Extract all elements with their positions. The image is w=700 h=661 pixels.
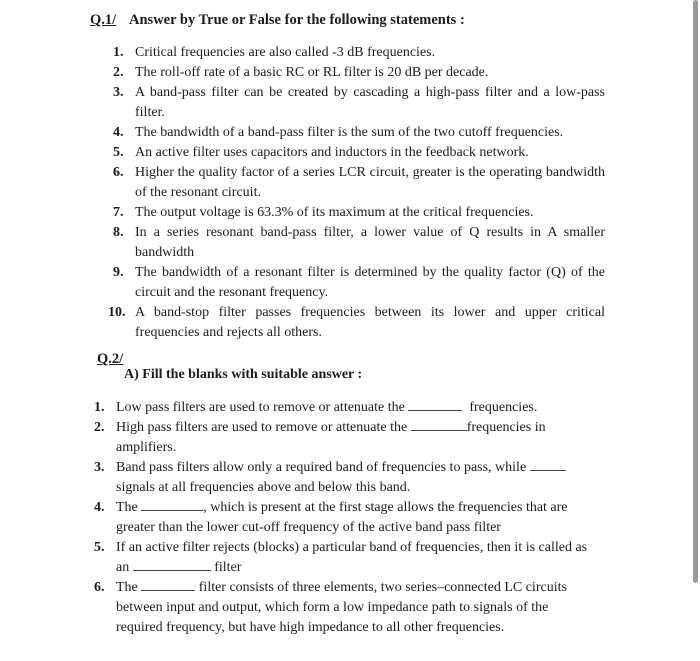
sentence-part: signals at all frequencies above and below this band.: [116, 480, 411, 495]
sentence-part: , which is present at the first stage allows the frequencies that are greater than the lower cut-off frequency of the active band pass filter: [116, 500, 568, 535]
sentence-part: Band pass filters allow only a required band of frequencies to pass, while: [116, 460, 527, 475]
statement-text: The output voltage is 63.3% of its maximum at the critical frequencies.: [135, 205, 534, 220]
item-number: 4.: [94, 500, 105, 515]
list-item: [94, 458, 596, 498]
item-number: 5.: [113, 145, 124, 160]
sentence-part: frequencies in amplifiers.: [116, 420, 546, 455]
q1-number: Q.1/: [90, 12, 117, 28]
sentence-part: High pass filters are used to remove or attenuate the: [116, 420, 408, 435]
sentence-part: Low pass filters are used to remove or attenuate the: [116, 400, 405, 415]
list-item: [113, 63, 605, 83]
list-item: [113, 143, 605, 163]
item-number: 8.: [113, 225, 124, 240]
sentence-part: If an active filter rejects (blocks) a particular band of frequencies, then it is called as an: [116, 540, 588, 575]
item-number: 2.: [94, 420, 105, 435]
answer-blank: [530, 458, 566, 471]
q1-statement-list: [108, 43, 605, 343]
list-item: [108, 303, 605, 343]
statement-text: An active filter uses capacitors and inductors in the feedback network.: [135, 145, 529, 160]
sentence-part: The: [116, 500, 138, 515]
statement-text: A band-stop filter passes frequencies between its lower and upper critical frequencies and rejects all others.: [135, 305, 605, 340]
item-number: 3.: [94, 460, 105, 475]
item-number: 2.: [113, 65, 124, 80]
item-number: 9.: [113, 265, 124, 280]
sentence-part: frequencies.: [469, 400, 538, 415]
statement-text: The bandwidth of a resonant filter is determined by the quality factor (Q) of the circuit and the resonant frequency.: [135, 265, 605, 300]
answer-blank: [133, 558, 211, 571]
item-number: 6.: [113, 165, 124, 180]
scrollbar[interactable]: [693, 0, 698, 583]
sentence-part: filter consists of three elements, two series–connected LC circuits between input and output, which form a low impedance path to signals of the required frequency, but have high impedance to all other frequencies.: [116, 580, 567, 635]
statement-text: Critical frequencies are also called -3 dB frequencies.: [135, 45, 436, 60]
answer-blank: [411, 418, 467, 431]
list-item: [94, 398, 596, 418]
list-item: [94, 498, 596, 538]
item-number: 1.: [94, 400, 105, 415]
statement-text: In a series resonant band-pass filter, a lower value of Q results in A smaller bandwidth: [135, 225, 605, 260]
statement-text: Higher the quality factor of a series LCR circuit, greater is the operating bandwidth of the resonant circuit.: [135, 165, 605, 200]
list-item: [94, 418, 596, 458]
item-number: 3.: [113, 85, 124, 100]
statement-text: The roll-off rate of a basic RC or RL filter is 20 dB per decade.: [135, 65, 489, 80]
sentence-part: The: [116, 580, 138, 595]
list-item: [113, 123, 605, 143]
list-item: [94, 578, 596, 638]
list-item: [113, 163, 605, 203]
q2-subtitle: A) Fill the blanks with suitable answer :: [124, 367, 363, 382]
q2-heading: [97, 351, 133, 368]
list-item: [113, 43, 605, 63]
q1-heading: [90, 12, 465, 29]
list-item: [113, 263, 605, 303]
item-number: 4.: [113, 125, 124, 140]
q2-blank-list: [94, 398, 596, 638]
item-number: 10.: [108, 305, 126, 320]
item-number: 6.: [94, 580, 105, 595]
q1-title: Answer by True or False for the following statements :: [129, 12, 465, 28]
sentence-part: filter: [214, 560, 242, 575]
q2-number: Q.2/: [97, 351, 124, 367]
item-number: 5.: [94, 540, 105, 555]
statement-text: A band-pass filter can be created by cascading a high-pass filter and a low-pass filter.: [135, 85, 605, 120]
answer-blank: [408, 398, 462, 411]
item-number: 1.: [113, 45, 124, 60]
answer-blank: [141, 498, 203, 511]
list-item: [113, 223, 605, 263]
item-number: 7.: [113, 205, 124, 220]
list-item: [113, 203, 605, 223]
answer-blank: [141, 578, 195, 591]
list-item: [94, 538, 596, 578]
statement-text: The bandwidth of a band-pass filter is the sum of the two cutoff frequencies.: [135, 125, 564, 140]
list-item: [113, 83, 605, 123]
